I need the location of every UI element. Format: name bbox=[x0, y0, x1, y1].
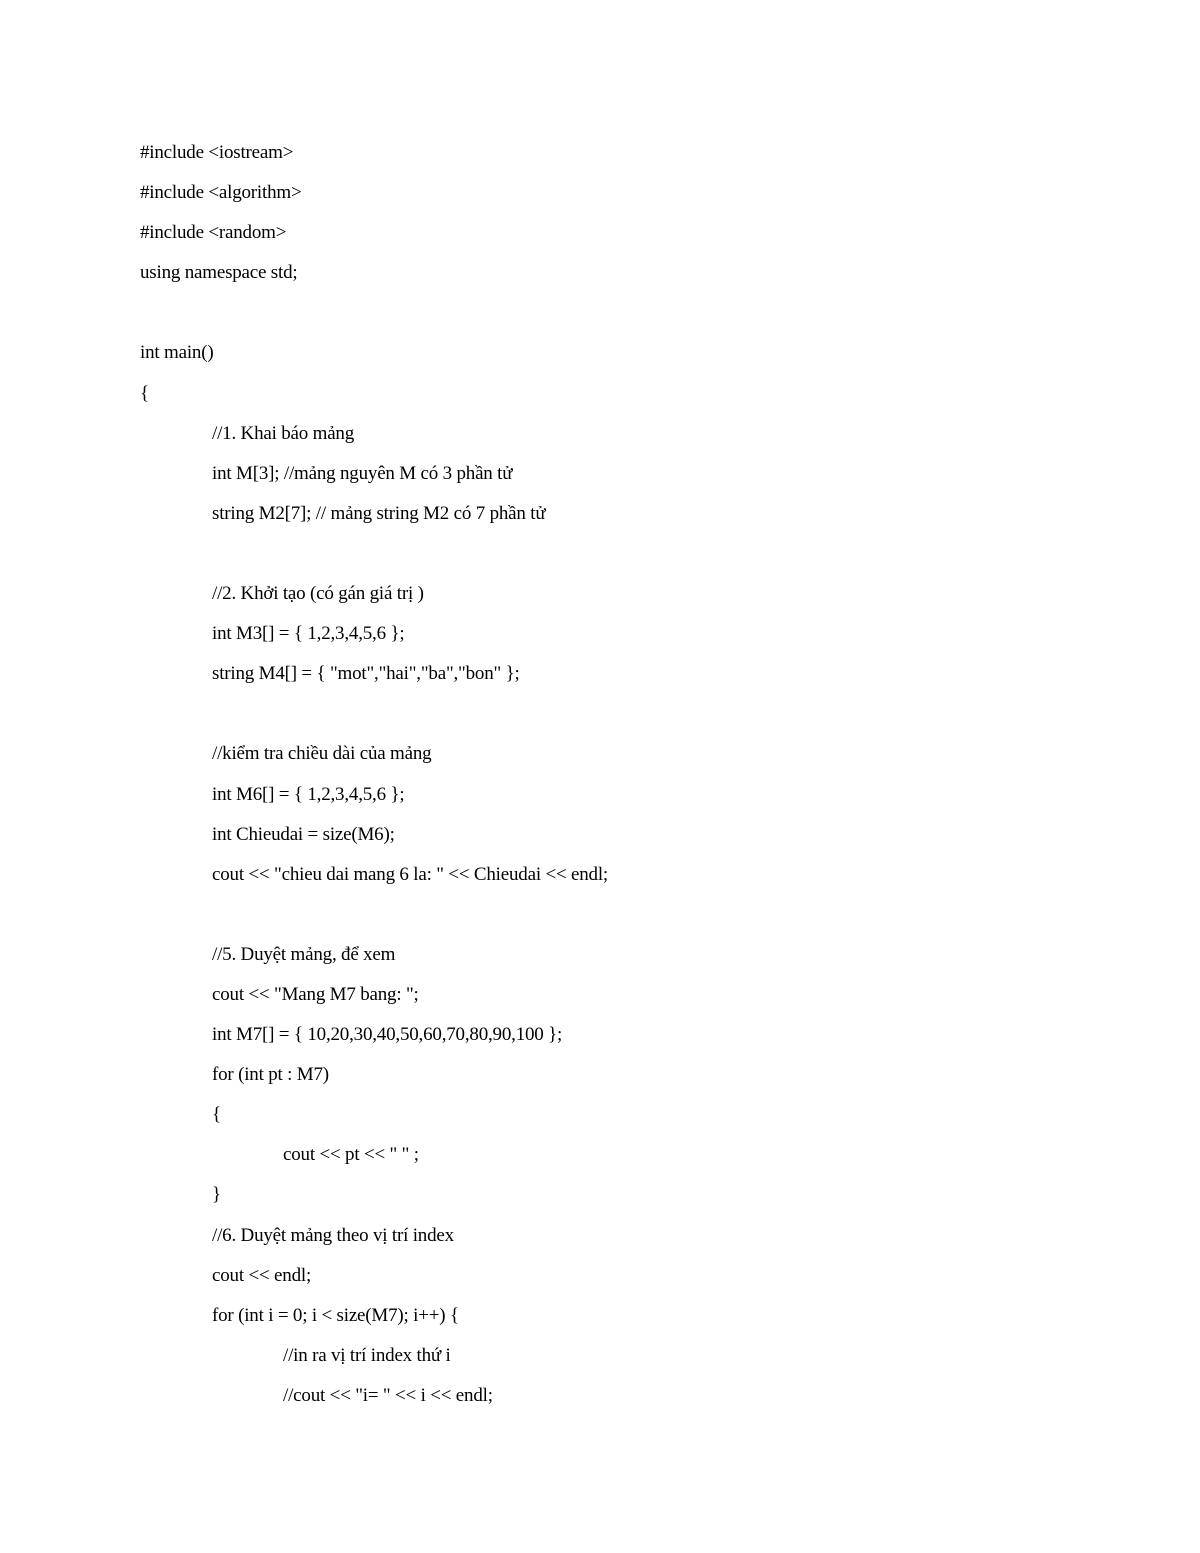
code-line: int Chieudai = size(M6); bbox=[212, 823, 395, 845]
code-line: int M6[] = { 1,2,3,4,5,6 }; bbox=[212, 783, 405, 805]
code-comment: //1. Khai báo mảng bbox=[212, 422, 355, 444]
code-line: using namespace std; bbox=[140, 262, 298, 284]
code-line: cout << "chieu dai mang 6 la: " << Chieudai << endl; bbox=[212, 863, 609, 885]
code-line: cout << endl; bbox=[212, 1264, 312, 1286]
code-line: #include <algorithm> bbox=[140, 182, 302, 204]
code-line: { bbox=[212, 1104, 221, 1126]
blank-line bbox=[140, 541, 1100, 581]
code-line: for (int pt : M7) bbox=[212, 1064, 329, 1086]
code-comment: //5. Duyệt mảng, để xem bbox=[212, 943, 396, 965]
code-comment: //kiểm tra chiều dài của mảng bbox=[212, 743, 432, 765]
code-line: } bbox=[212, 1184, 221, 1206]
code-line: string M4[] = { "mot","hai","ba","bon" }; bbox=[212, 663, 520, 685]
code-line: int M7[] = { 10,20,30,40,50,60,70,80,90,100 }; bbox=[212, 1024, 563, 1046]
code-line: string M2[7]; // mảng string M2 có 7 phần tử bbox=[212, 502, 546, 524]
blank-line bbox=[140, 902, 1100, 942]
code-line: cout << "Mang M7 bang: "; bbox=[212, 983, 419, 1005]
code-line: int M3[] = { 1,2,3,4,5,6 }; bbox=[212, 623, 405, 645]
code-line: for (int i = 0; i < size(M7); i++) { bbox=[212, 1304, 459, 1326]
code-line: #include <iostream> bbox=[140, 142, 294, 163]
blank-line bbox=[140, 300, 1100, 340]
code-line: { bbox=[140, 382, 149, 404]
code-line: #include <random> bbox=[140, 222, 287, 244]
code-line: int M[3]; //mảng nguyên M có 3 phần tử bbox=[212, 462, 513, 484]
code-comment: //in ra vị trí index thứ i bbox=[283, 1344, 451, 1366]
code-listing bbox=[140, 140, 1100, 1423]
code-line: cout << pt << " " ; bbox=[283, 1144, 419, 1166]
code-comment: //2. Khởi tạo (có gán giá trị ) bbox=[212, 583, 424, 605]
code-comment: //6. Duyệt mảng theo vị trí index bbox=[212, 1224, 454, 1246]
code-comment: //cout << "i= " << i << endl; bbox=[283, 1384, 493, 1406]
blank-line bbox=[140, 701, 1100, 741]
code-line: int main() bbox=[140, 342, 214, 364]
